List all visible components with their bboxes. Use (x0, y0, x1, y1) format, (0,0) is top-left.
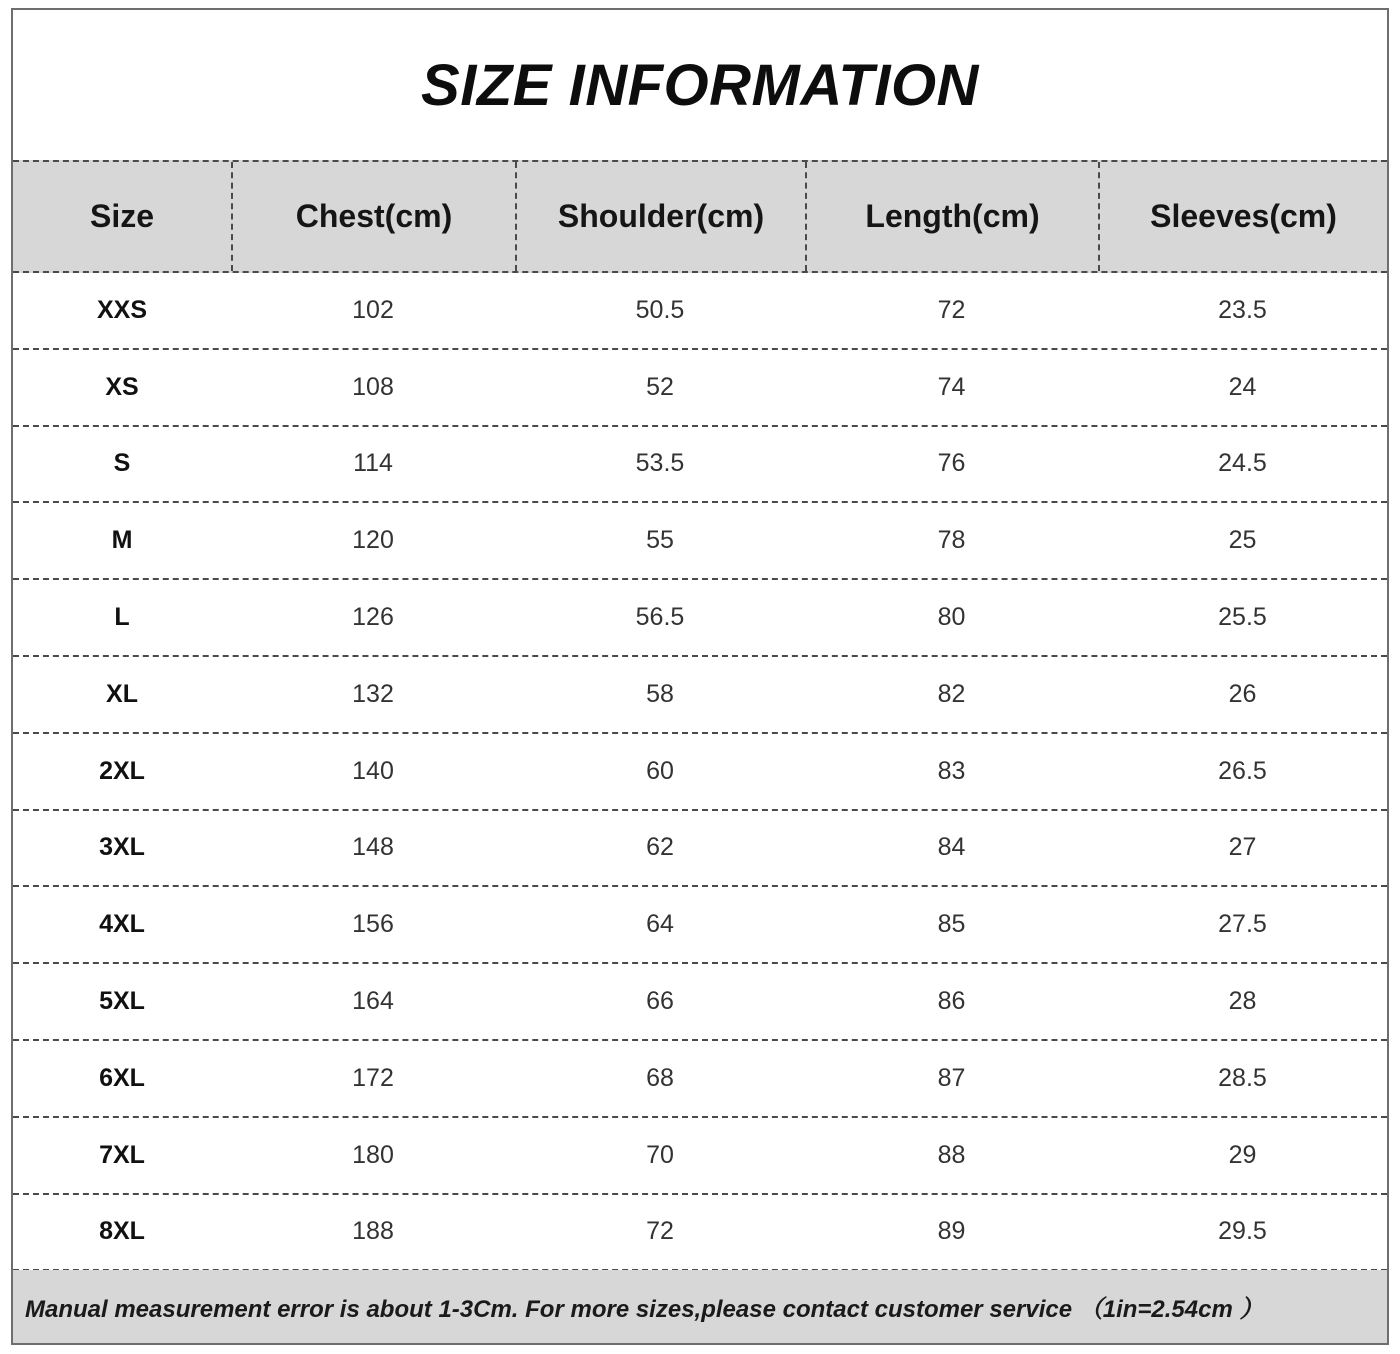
cell-sleeves: 24.5 (1218, 449, 1267, 478)
size-chart-frame (11, 8, 1389, 1345)
cell-chest: 120 (352, 526, 394, 555)
cell-length: 89 (937, 1217, 966, 1246)
cell-size: L (114, 603, 130, 632)
cell-shoulder: 70 (646, 1140, 674, 1169)
cell-shoulder: 52 (646, 372, 674, 401)
cell-sleeves: 25 (1228, 526, 1257, 555)
cell-shoulder: 56.5 (635, 603, 685, 632)
cell-size: 3XL (99, 833, 145, 862)
cell-sleeves: 28.5 (1218, 1063, 1267, 1092)
cell-length: 87 (937, 1063, 966, 1092)
table-row (13, 964, 1387, 1041)
cell-size: M (111, 526, 133, 555)
cell-length: 85 (937, 910, 966, 939)
cell-shoulder: 72 (646, 1217, 674, 1246)
cell-size: 5XL (99, 987, 145, 1016)
cell-chest: 148 (352, 833, 394, 862)
cell-length: 72 (937, 295, 966, 324)
cell-length: 86 (937, 987, 966, 1016)
cell-shoulder: 53.5 (635, 449, 685, 478)
cell-shoulder: 60 (646, 756, 674, 785)
cell-sleeves: 29 (1228, 1140, 1257, 1169)
cell-shoulder: 66 (646, 987, 674, 1016)
cell-sleeves: 26 (1228, 679, 1257, 708)
cell-chest: 140 (352, 756, 394, 785)
footer-note (13, 1270, 1387, 1343)
cell-sleeves: 27.5 (1218, 910, 1267, 939)
cell-chest: 132 (352, 679, 394, 708)
cell-chest: 172 (352, 1063, 394, 1092)
table-row (13, 1118, 1387, 1195)
cell-size: 8XL (99, 1217, 145, 1246)
cell-size: S (113, 449, 131, 478)
table-row (13, 1195, 1387, 1272)
cell-shoulder: 68 (646, 1063, 674, 1092)
cell-length: 80 (937, 603, 966, 632)
table-row (13, 811, 1387, 888)
footer-text: Manual measurement error is about 1-3Cm. For more sizes,please contact customer service （1in=2.54cm ） (25, 1296, 1264, 1323)
cell-shoulder: 62 (646, 833, 674, 862)
cell-sleeves: 23.5 (1218, 295, 1267, 324)
header-size: Size (89, 198, 155, 234)
cell-chest: 164 (352, 987, 394, 1016)
cell-chest: 108 (352, 372, 394, 401)
header-length: Length(cm) (805, 162, 1098, 271)
cell-chest: 188 (352, 1217, 394, 1246)
page-title: SIZE INFORMATION (421, 52, 979, 118)
table-row (13, 580, 1387, 657)
cell-shoulder: 64 (646, 910, 674, 939)
table-body (13, 273, 1387, 1271)
table-row (13, 1041, 1387, 1118)
cell-length: 78 (937, 526, 966, 555)
cell-chest: 114 (353, 449, 393, 478)
title-area (13, 10, 1387, 160)
cell-sleeves: 29.5 (1218, 1217, 1267, 1246)
cell-size: 6XL (99, 1063, 145, 1092)
cell-sleeves: 27 (1228, 833, 1257, 862)
cell-size: XL (106, 679, 138, 708)
cell-chest: 156 (352, 910, 394, 939)
table-header (13, 160, 1387, 273)
cell-length: 76 (937, 449, 966, 478)
cell-sleeves: 26.5 (1218, 756, 1267, 785)
table-row (13, 503, 1387, 580)
cell-sleeves: 28 (1228, 987, 1257, 1016)
cell-chest: 126 (352, 603, 394, 632)
table-row (13, 887, 1387, 964)
cell-chest: 180 (352, 1140, 394, 1169)
cell-size: 4XL (99, 910, 145, 939)
table-row (13, 734, 1387, 811)
header-sleeves: Sleeves(cm) (1098, 162, 1387, 271)
cell-size: XXS (96, 295, 148, 324)
header-chest: Chest(cm) (231, 162, 515, 271)
cell-size: 7XL (99, 1140, 145, 1169)
cell-length: 82 (937, 679, 966, 708)
table-row (13, 350, 1387, 427)
cell-size: 2XL (99, 756, 145, 785)
table-row (13, 273, 1387, 350)
cell-shoulder: 50.5 (635, 295, 685, 324)
cell-shoulder: 58 (646, 679, 674, 708)
cell-length: 84 (937, 833, 966, 862)
cell-shoulder: 55 (646, 526, 674, 555)
cell-length: 83 (937, 756, 966, 785)
cell-sleeves: 24 (1228, 372, 1257, 401)
table-row (13, 657, 1387, 734)
cell-chest: 102 (352, 295, 394, 324)
cell-size: XS (105, 372, 139, 401)
cell-sleeves: 25.5 (1218, 603, 1267, 632)
cell-length: 88 (937, 1140, 966, 1169)
header-shoulder: Shoulder(cm) (515, 162, 805, 271)
cell-length: 74 (937, 372, 966, 401)
table-row (13, 427, 1387, 504)
